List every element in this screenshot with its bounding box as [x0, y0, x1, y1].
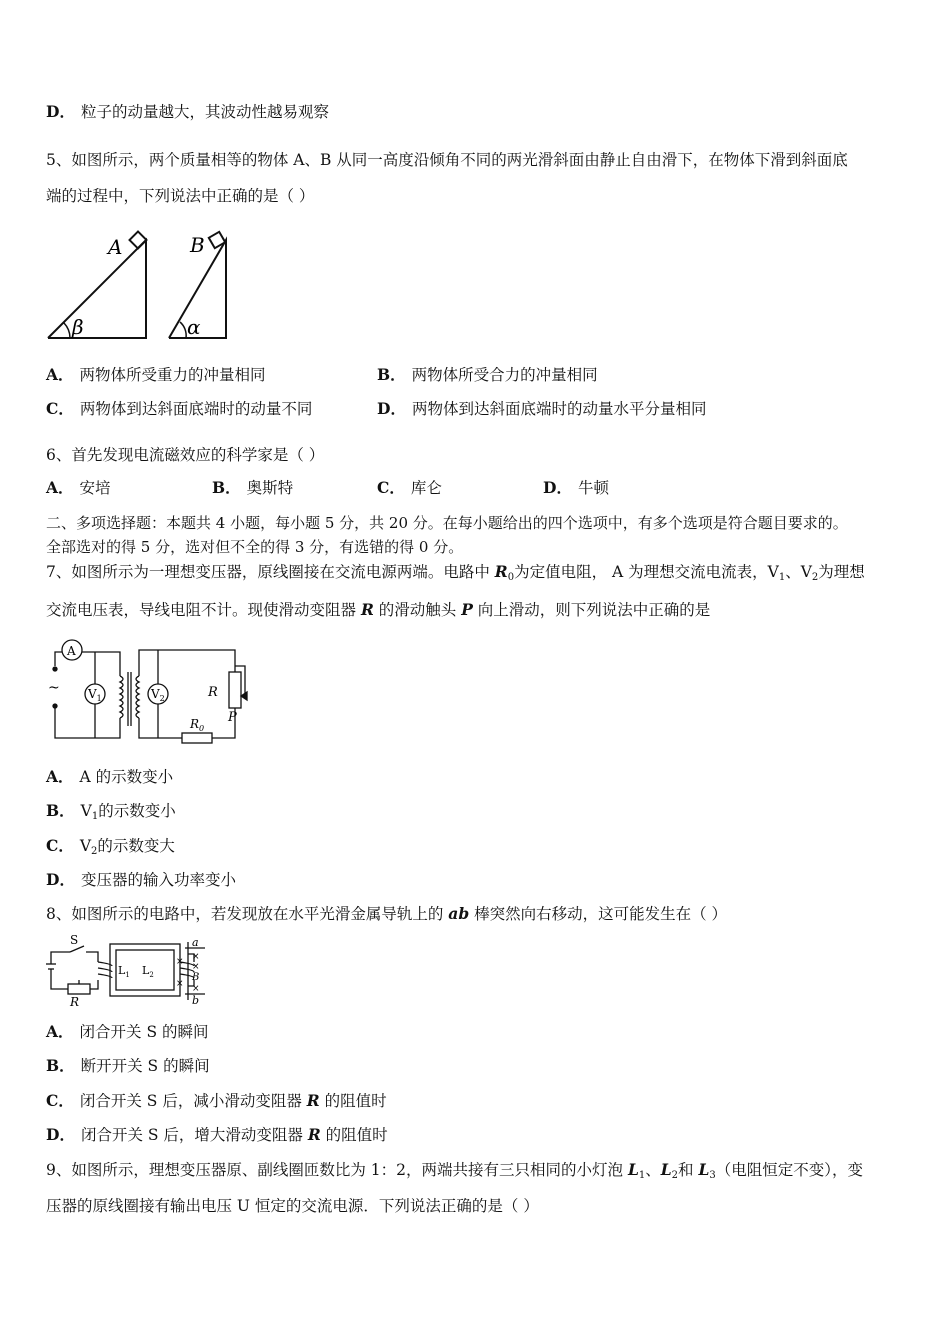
rheostat-r — [229, 672, 241, 708]
q5-stem-line1: 5、如图所示，两个质量相等的物体 A、B 从同一高度沿倾角不同的两光滑斜面由静止自由滑下，在物体下滑到斜面底 — [46, 151, 848, 169]
block-a — [130, 232, 147, 249]
q9-stem-part: 、 — [645, 1161, 661, 1179]
option-text: 的示数变小 — [98, 802, 176, 820]
v1-label: $V_1$ — [88, 687, 102, 703]
q9-stem-line2: 压器的原线圈接有输出电压 U 恒定的交流电源．下列说法正确的是（ ） — [46, 1197, 539, 1215]
option-label: C． — [377, 478, 405, 497]
label-r: R — [70, 995, 80, 1009]
q8-stem-part: 棒突然向右移动，这可能发生在（ ） — [469, 905, 728, 923]
q5-option-b — [377, 365, 598, 385]
option-pre: 闭合开关 S 后，减小滑动变阻器 — [79, 1092, 307, 1110]
option-pre: V — [79, 837, 92, 855]
q7-stem-part: 交流电压表，导线电阻不计。现使滑动变阻器 — [46, 601, 361, 619]
incline-a — [48, 240, 146, 338]
option-pre: 闭合开关 S 后，增大滑动变阻器 — [80, 1126, 308, 1144]
var-p: P — [461, 600, 473, 619]
sub-v1: 1 — [778, 572, 786, 583]
option-label: C． — [46, 836, 74, 855]
label-a: A — [108, 235, 123, 259]
q7-option-c — [46, 836, 175, 862]
angle-alpha: α — [187, 315, 201, 339]
q9-stem-line1 — [46, 1160, 863, 1186]
q8-option-b — [46, 1056, 210, 1076]
option-text: A 的示数变小 — [79, 768, 174, 786]
option-label: A． — [46, 767, 74, 786]
q9-stem-part: 9、如图所示，理想变压器原、副线圈匝数比为 1：2，两端共接有三只相同的小灯泡 — [46, 1161, 628, 1179]
option-text: 奥斯特 — [246, 479, 294, 497]
q8-option-a — [46, 1022, 209, 1042]
field-cross: × — [192, 984, 200, 994]
option-label: B． — [377, 365, 406, 384]
option-label: C． — [46, 1091, 74, 1110]
label-l2: $L_2$ — [142, 964, 154, 979]
q7-option-a — [46, 767, 173, 787]
angle-beta: β — [72, 315, 84, 339]
section2-line1: 二、多项选择题：本题共 4 小题，每小题 5 分，共 20 分。在每小题给出的四个选项中，有多个选项是符合题目要求的。 — [46, 514, 848, 532]
label-s: S — [70, 934, 79, 947]
field-cross: × — [176, 957, 184, 967]
label-b: b — [192, 994, 200, 1007]
var-l3: L — [698, 1160, 710, 1179]
option-text: 安培 — [79, 479, 111, 497]
option-label: D． — [46, 870, 75, 889]
option-text: 的示数变大 — [97, 837, 175, 855]
var-r0: R — [494, 562, 508, 581]
sub-v2: 2 — [811, 572, 819, 583]
q5-option-d — [377, 399, 706, 419]
field-cross: × — [176, 979, 184, 989]
rheostat-r — [68, 984, 90, 994]
v2-label: $V_2$ — [151, 687, 165, 703]
q8-induction-circuit — [40, 934, 210, 1009]
q5-option-a — [46, 365, 266, 385]
var-l1: L — [627, 1160, 639, 1179]
option-sub: 1 — [91, 811, 99, 822]
q5-option-c — [46, 399, 312, 419]
q7-stem-part: 、V — [785, 563, 812, 581]
option-label: A． — [46, 365, 74, 384]
option-pre: V — [80, 802, 92, 820]
option-text: 断开开关 S 的瞬间 — [80, 1057, 210, 1075]
label-b: B — [190, 233, 205, 257]
option-label: D． — [46, 1125, 75, 1144]
q6-option-d — [543, 478, 609, 498]
option-label: D． — [377, 399, 406, 418]
option-label: D． — [543, 478, 572, 497]
field-cross: × — [192, 962, 200, 972]
q5-stem-line2: 端的过程中，下列说法中正确的是（ ） — [46, 187, 315, 205]
p-label: P — [228, 710, 237, 725]
section2-line2: 全部选对的得 5 分，选对但不全的得 3 分，有选错的得 0 分。 — [46, 538, 464, 556]
option-text: 两物体所受重力的冲量相同 — [79, 366, 266, 384]
q7-option-b — [46, 801, 176, 827]
ac-source-symbol: ~ — [48, 680, 60, 696]
q8-stem-part: 8、如图所示的电路中，若发现放在水平光滑金属导轨上的 — [46, 905, 449, 923]
option-label: B． — [46, 1056, 75, 1075]
option-text: 的阻值时 — [319, 1092, 387, 1110]
sub-l1: 1 — [638, 1170, 646, 1181]
var-r: R — [306, 1091, 320, 1110]
label-a: a — [192, 936, 199, 949]
option-text: 库仑 — [410, 479, 442, 497]
q6-option-b — [212, 478, 293, 498]
option-label: B． — [212, 478, 241, 497]
q7-stem-part: 向上滑动，则下列说法中正确的是 — [472, 601, 711, 619]
q8-option-d — [46, 1125, 388, 1145]
q7-stem-part: 为理想 — [818, 563, 865, 581]
label-field-b: B — [192, 972, 200, 983]
option-label: D． — [46, 102, 75, 121]
q6-option-a — [46, 478, 111, 498]
option-text: 闭合开关 S 的瞬间 — [79, 1023, 209, 1041]
q5-incline-figure — [40, 228, 240, 343]
q7-stem-line2 — [46, 600, 710, 620]
r0-label: $R_0$ — [190, 717, 205, 733]
sub-l2: 2 — [671, 1170, 679, 1181]
q7-option-d — [46, 870, 236, 890]
ammeter-label: A — [67, 644, 76, 658]
q6-stem: 6、首先发现电流磁效应的科学家是（ ） — [46, 446, 325, 464]
var-r: R — [360, 600, 374, 619]
option-text: 两物体到达斜面底端时的动量不同 — [79, 400, 313, 418]
option-text: 牛顿 — [577, 479, 609, 497]
q7-stem-part: 7、如图所示为一理想变压器，原线圈接在交流电源两端。电路中 — [46, 563, 495, 581]
r-label: R — [208, 685, 218, 700]
q8-option-c — [46, 1091, 387, 1111]
option-text: 两物体所受合力的冲量相同 — [411, 366, 598, 384]
field-cross: × — [192, 952, 200, 962]
q9-stem-part: （电阻恒定不变），变 — [715, 1161, 864, 1179]
sub-l3: 3 — [709, 1170, 716, 1181]
label-l1: $L_1$ — [118, 964, 130, 979]
q7-stem-part: 为定值电阻， A 为理想交流电流表，V — [514, 563, 779, 581]
option-text: 两物体到达斜面底端时的动量水平分量相同 — [411, 400, 707, 418]
option-text: 变压器的输入功率变小 — [80, 871, 236, 889]
q7-transformer-circuit — [40, 636, 250, 746]
q7-stem-part: 的滑动触头 — [373, 601, 462, 619]
q7-stem-line1 — [46, 562, 865, 588]
option-label: B． — [46, 801, 75, 820]
var-ab: ab — [448, 904, 470, 923]
q6-option-c — [377, 478, 442, 498]
q9-stem-part: 和 — [678, 1161, 699, 1179]
option-sub: 2 — [91, 846, 98, 857]
option-label: A． — [46, 478, 74, 497]
sub-r0: 0 — [507, 572, 515, 583]
resistor-r0 — [182, 733, 212, 743]
option-text: 的阻值时 — [320, 1126, 388, 1144]
q8-stem — [46, 904, 727, 924]
option-text: 粒子的动量越大，其波动性越易观察 — [80, 103, 329, 121]
q4-option-d — [46, 102, 329, 122]
var-l2: L — [660, 1160, 672, 1179]
option-label: A． — [46, 1022, 74, 1041]
var-r: R — [307, 1125, 321, 1144]
option-label: C． — [46, 399, 74, 418]
